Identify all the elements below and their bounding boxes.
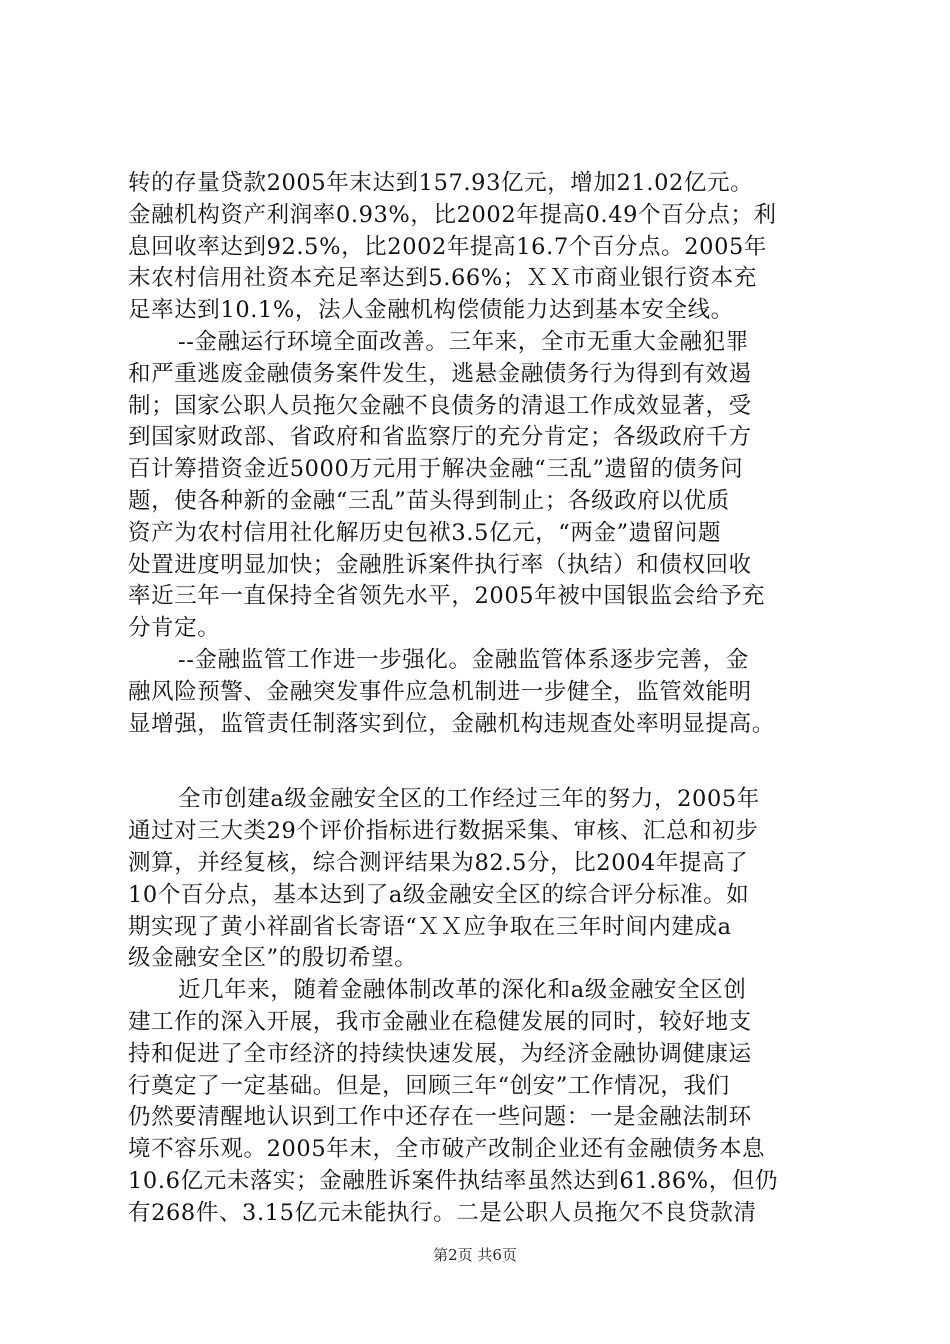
text-line: 持和促进了全市经济的持续快速发展，为经济金融协调健康运 [128, 1040, 752, 1067]
paragraph [128, 975, 828, 1229]
text-line: 行奠定了一定基础。但是，回顾三年“创安”工作情况，我们 [128, 1072, 730, 1099]
text-line: 题，使各种新的金融“三乱”苗头得到制止；各级政府以优质 [128, 487, 730, 514]
text-line: 10个百分点，基本达到了a级金融安全区的综合评分标准。如 [128, 881, 750, 908]
text-line: 息回收率达到92.5%，比2002年提高16.7个百分点。2005年 [128, 233, 767, 260]
text-line: 10.6亿元未落实；金融胜诉案件执结率虽然达到61.86%，但仍 [128, 1167, 779, 1194]
text-line: 资产为农村信用社化解历史包袱3.5亿元，“两金”遗留问题 [128, 519, 722, 546]
paragraph [128, 645, 828, 740]
text-line: 全市创建a级金融安全区的工作经过三年的努力，2005年 [178, 786, 760, 813]
text-line: 近几年来，随着金融体制改革的深化和a级金融安全区创 [178, 977, 747, 1004]
page-footer: 第2页 共6页 [433, 1246, 517, 1264]
text-line: 有268件、3.15亿元未能执行。二是公职人员拖欠不良贷款清 [128, 1199, 757, 1226]
text-line: 制；国家公职人员拖欠金融不良债务的清退工作成效显著，受 [128, 392, 752, 419]
text-line: 率近三年一直保持全省领先水平，2005年被中国银监会给予充 [128, 583, 766, 610]
text-line: --金融监管工作进一步强化。金融监管体系逐步完善，金 [178, 646, 749, 673]
text-line: 百计筹措资金近5000万元用于解决金融“三乱”遗留的债务问 [128, 456, 744, 483]
text-line: 末农村信用社资本充足率达到5.66%；ＸＸ市商业银行资本充 [128, 265, 757, 292]
paragraph [128, 327, 828, 645]
text-line: 和严重逃废金融债务案件发生，逃悬金融债务行为得到有效遏 [128, 360, 752, 387]
text-line: 测算，并经复核，综合测评结果为82.5分，比2004年提高了 [128, 849, 749, 876]
paragraph-spacer [128, 740, 828, 784]
text-line: 显增强，监管责任制落实到位，金融机构违规查处率明显提高。 [128, 710, 775, 737]
text-line: 融风险预警、金融突发事件应急机制进一步健全，监管效能明 [128, 678, 752, 705]
text-line: 境不容乐观。2005年末，全市破产改制企业还有金融债务本息 [128, 1136, 766, 1163]
paragraph [128, 168, 828, 327]
text-line: 处置进度明显加快；金融胜诉案件执行率（执结）和债权回收 [128, 551, 752, 578]
paragraph [128, 784, 828, 975]
text-line: 通过对三大类29个评价指标进行数据采集、审核、汇总和初步 [128, 818, 759, 845]
text-line: 金融机构资产利润率0.93%，比2002年提高0.49个百分点；利 [128, 201, 777, 228]
document-body [128, 168, 828, 1230]
text-line: 到国家财政部、省政府和省监察厅的充分肯定；各级政府千方 [128, 424, 752, 451]
text-line: 足率达到10.1%，法人金融机构偿债能力达到基本安全线。 [128, 297, 734, 324]
text-line: 级金融安全区”的殷切希望。 [128, 945, 418, 972]
text-line: 分肯定。 [128, 615, 221, 642]
text-line: 转的存量贷款2005年末达到157.93亿元，增加21.02亿元。 [128, 170, 754, 196]
text-line: 建工作的深入开展，我市金融业在稳健发展的同时，较好地支 [128, 1008, 752, 1035]
text-line: 期实现了黄小祥副省长寄语“ＸＸ应争取在三年时间内建成a [128, 913, 732, 940]
text-line: --金融运行环境全面改善。三年来，全市无重大金融犯罪 [178, 328, 749, 355]
text-line: 仍然要清醒地认识到工作中还存在一些问题：一是金融法制环 [128, 1104, 752, 1131]
